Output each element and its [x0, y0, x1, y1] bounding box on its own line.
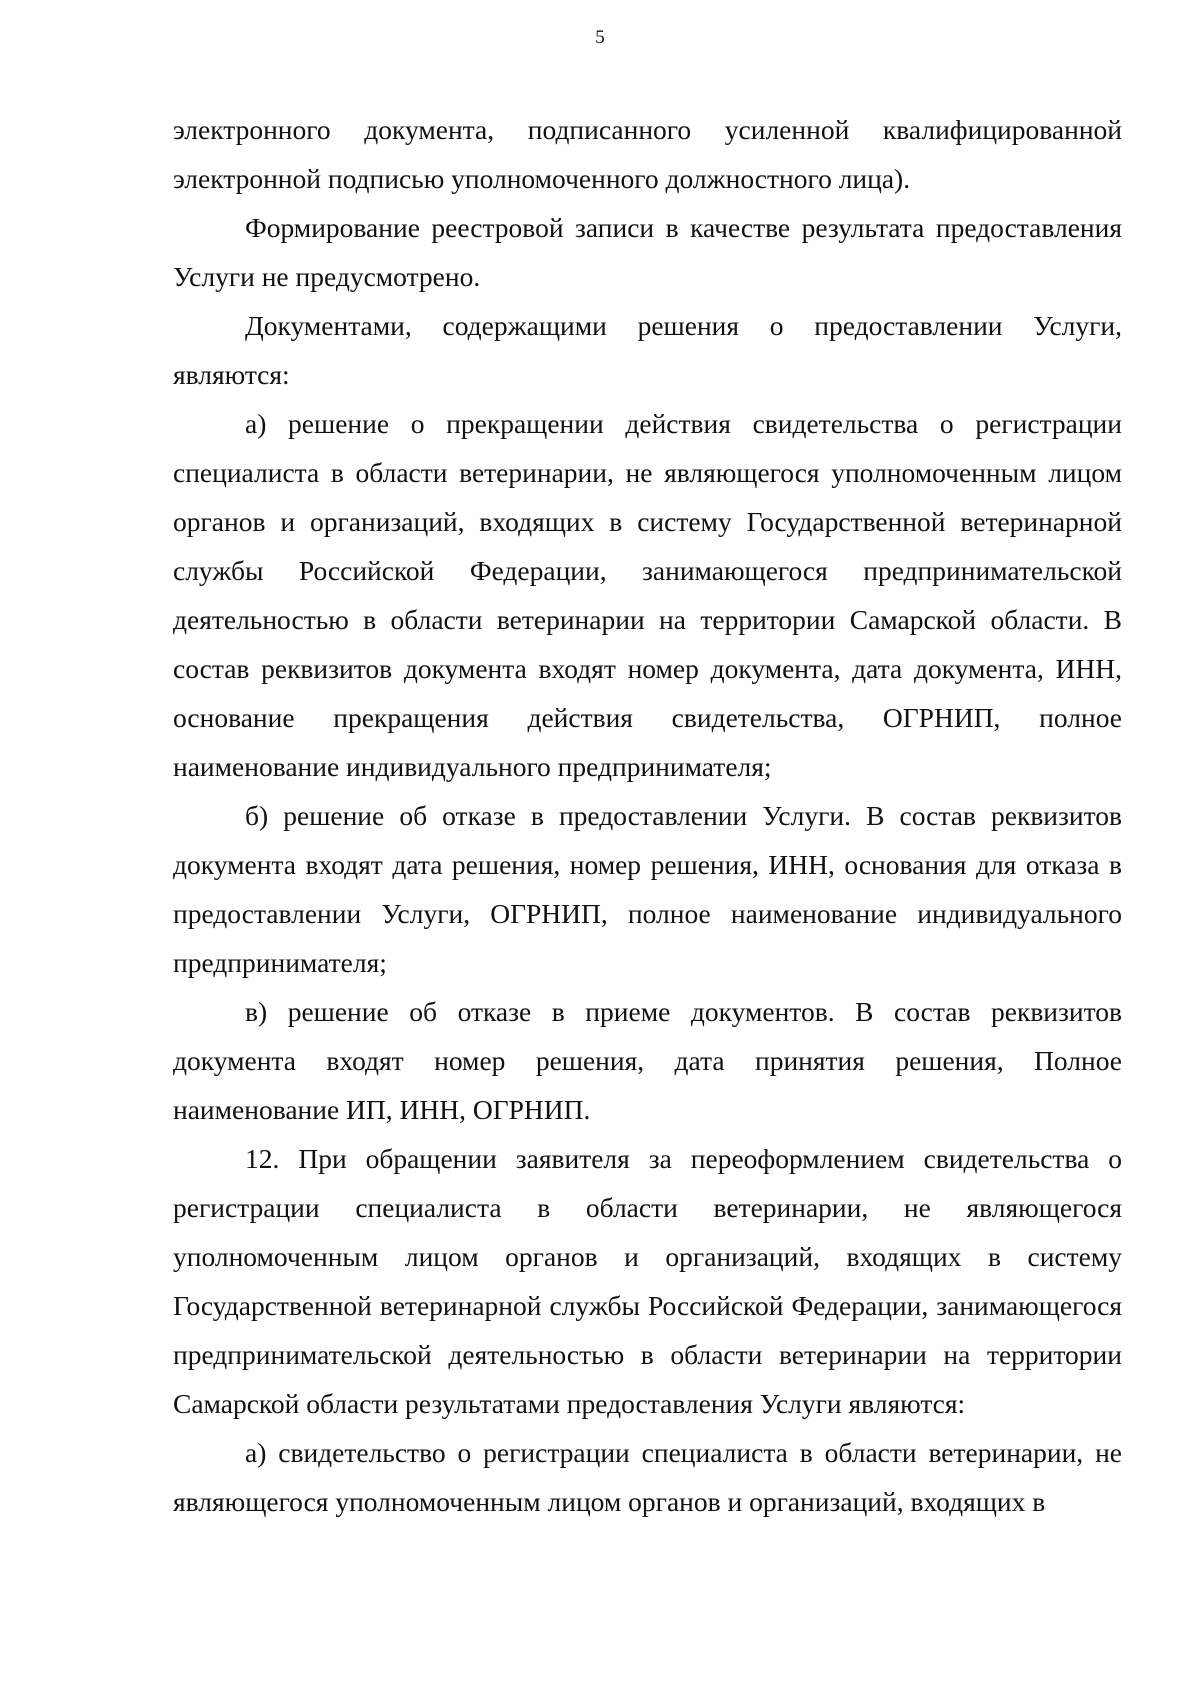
- document-body: [173, 105, 1122, 1526]
- list-item-a-certificate: а) свидетельство о регистрации специалиста в области ветеринарии, не являющегося уполномоченным лицом органов и организаций, входящих в: [173, 1437, 1122, 1517]
- paragraph-continuation: электронного документа, подписанного усиленной квалифицированной электронной подписью уполномоченного должностного лица).: [173, 114, 1122, 194]
- page-number: 5: [595, 27, 605, 48]
- list-item-b-refusal: б) решение об отказе в предоставлении Услуги. В состав реквизитов документа входят дата решения, номер решения, ИНН, основания для отказа в предоставлении Услуги, ОГРНИП, полное наименование индивидуального предпринимателя;: [173, 800, 1122, 978]
- paragraph-decision-documents: Документами, содержащими решения о предоставлении Услуги, являются:: [173, 310, 1122, 390]
- paragraph-section-12: 12. При обращении заявителя за переоформлением свидетельства о регистрации специалиста в области ветеринарии, не являющегося уполномоченным лицом органов и организаций, входящих в систему Государственной ветеринарной службы Российской Федерации, занимающегося предпринимательской деятельностью в области ветеринарии на территории Самарской области результатами предоставления Услуги являются:: [173, 1143, 1122, 1419]
- list-item-c-document-refusal: в) решение об отказе в приеме документов. В состав реквизитов документа входят номер решения, дата принятия решения, Полное наименование ИП, ИНН, ОГРНИП.: [173, 996, 1122, 1125]
- list-item-a-termination: а) решение о прекращении действия свидетельства о регистрации специалиста в области ветеринарии, не являющегося уполномоченным лицом органов и организаций, входящих в систему Государственной ветеринарной службы Российской Федерации, занимающегося предпринимательской деятельностью в области ветеринарии на территории Самарской области. В состав реквизитов документа входят номер документа, дата документа, ИНН, основание прекращения действия свидетельства, ОГРНИП, полное наименование индивидуального предпринимателя;: [173, 408, 1122, 782]
- paragraph-registry-record: Формирование реестровой записи в качестве результата предоставления Услуги не предусмотрено.: [173, 212, 1122, 292]
